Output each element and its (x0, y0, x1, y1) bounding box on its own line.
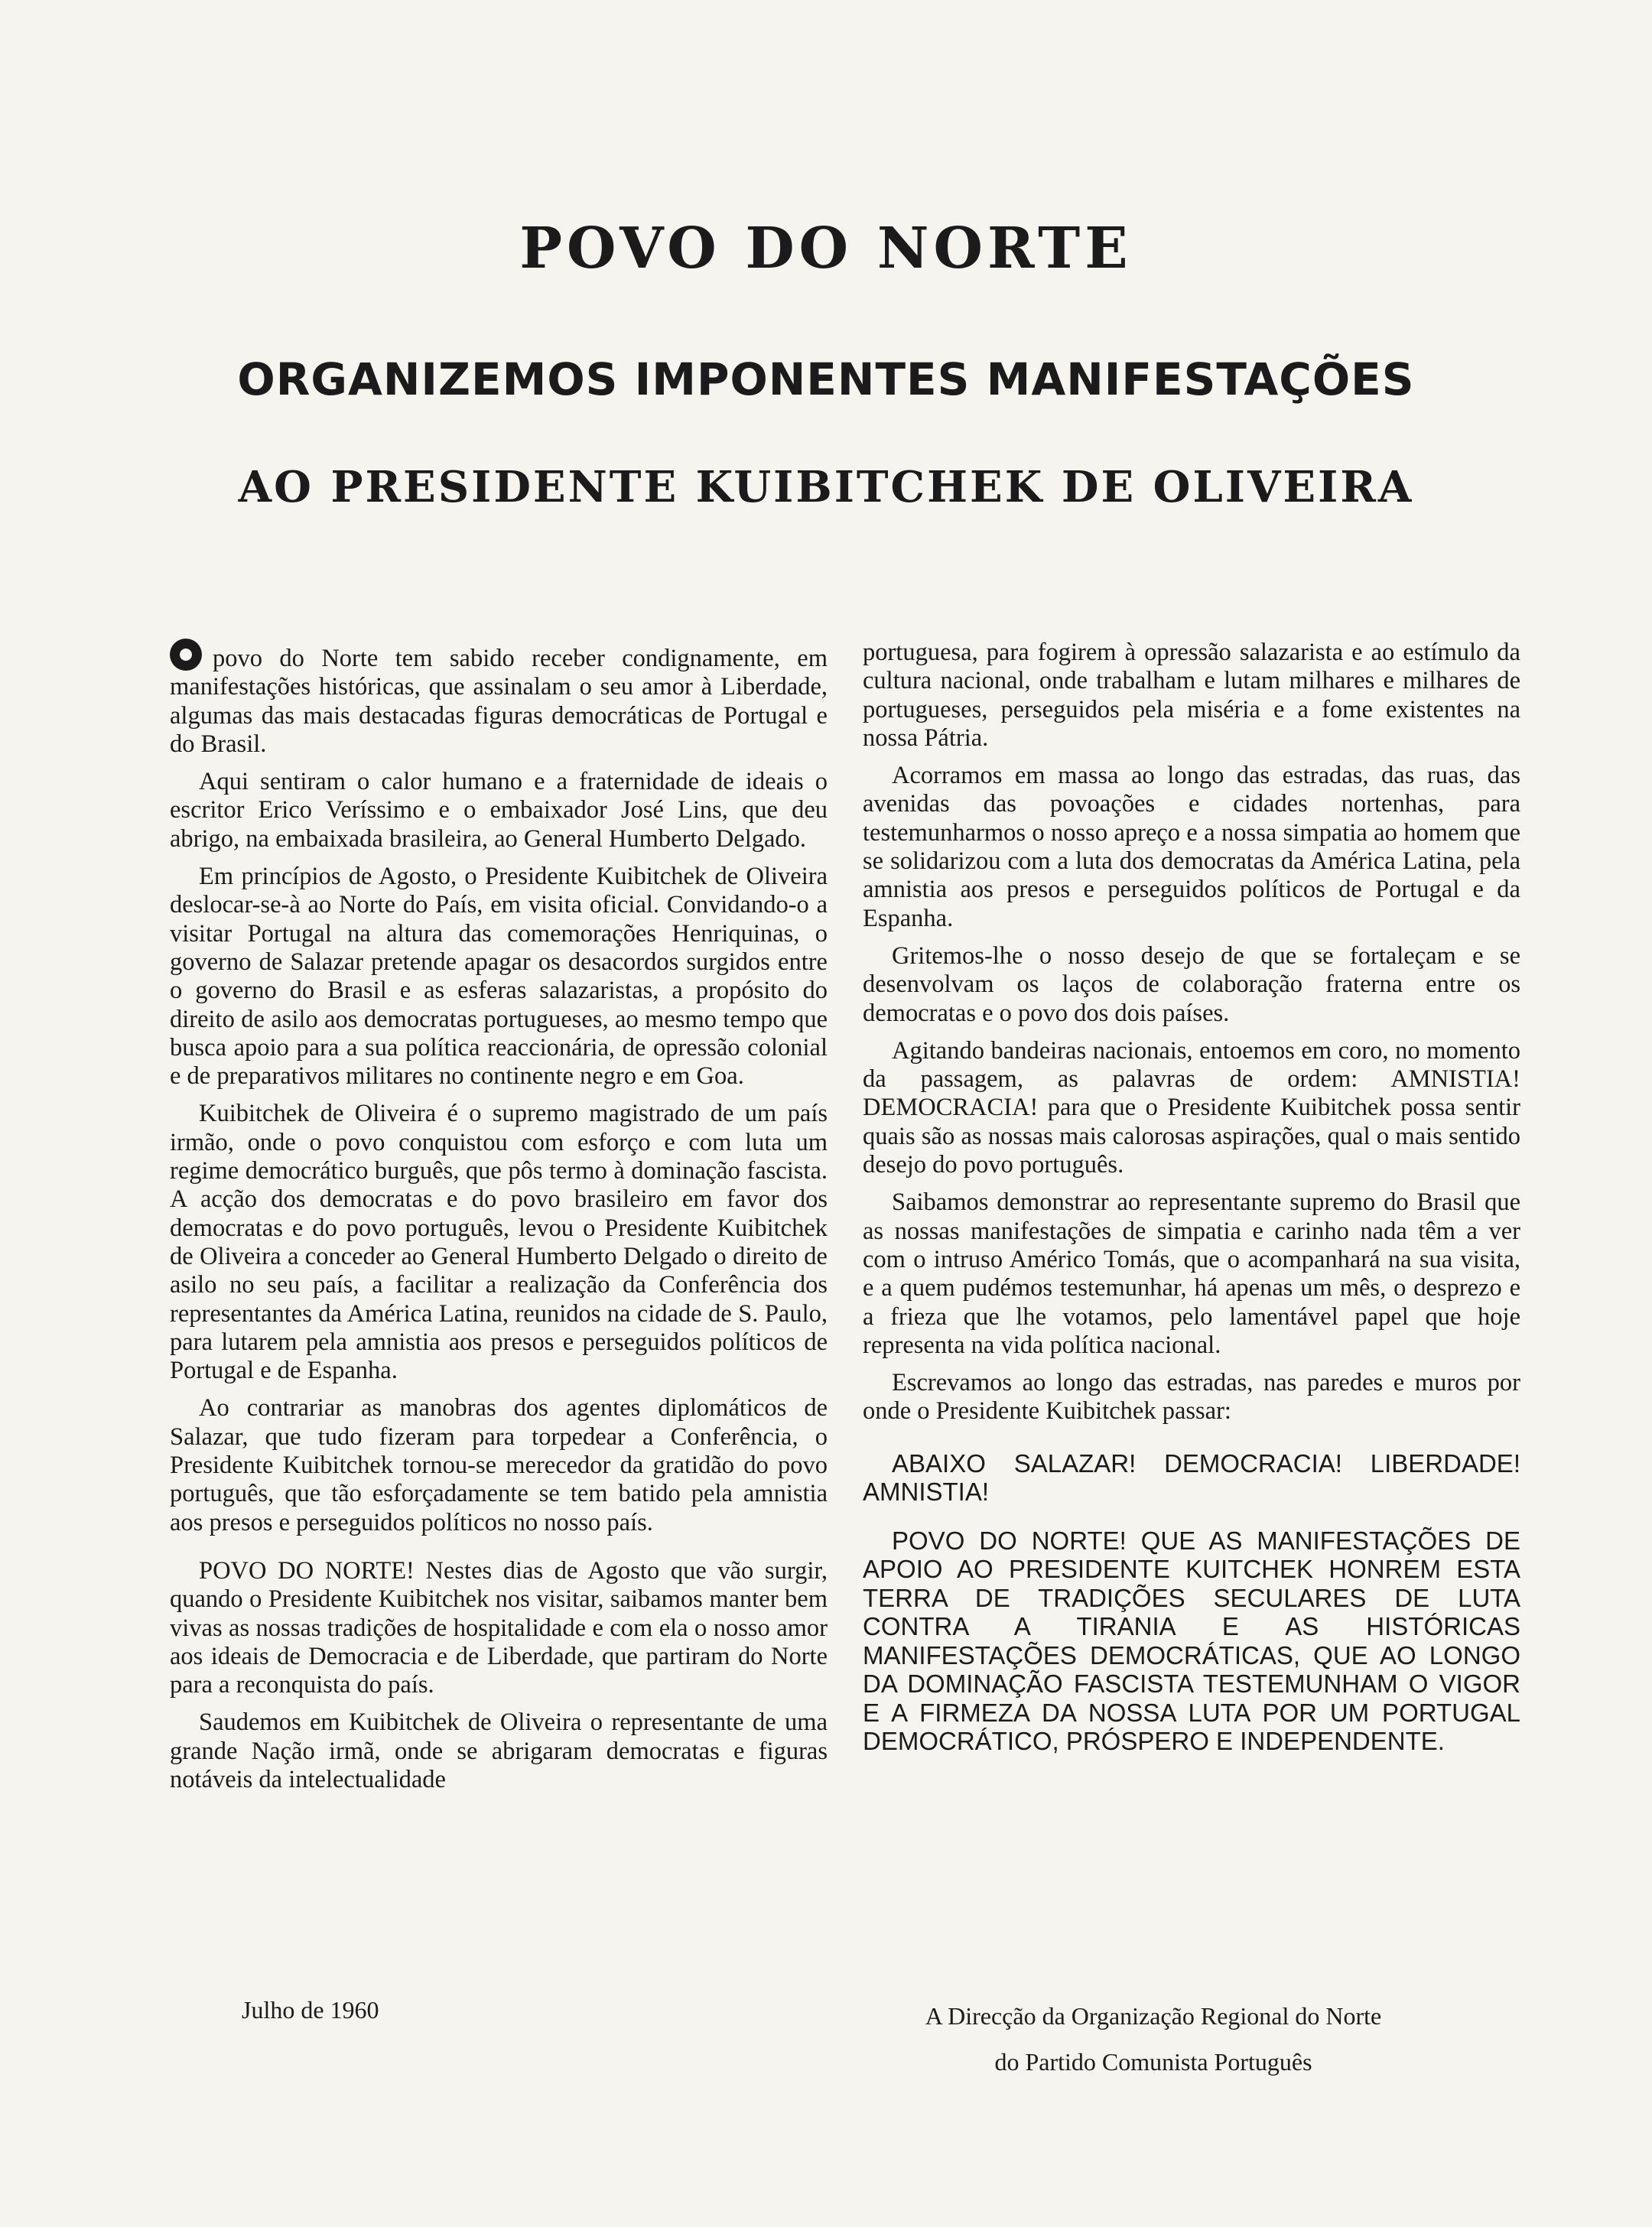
page-title: POVO DO NORTE (519, 216, 1133, 281)
signature-line: A Direcção da Organização Regional do Norte (925, 2002, 1382, 2030)
paragraph: Kuibitchek de Oliveira é o supremo magistrado de um país irmão, onde o povo conquistou com esforço e com luta um regime democrático burguês, que pôs termo à dominação fascista. A acção dos democratas e do povo brasileiro em favor dos democratas e do povo português, levou o Presidente Kuibitchek de Oliveira a conceder ao General Humberto Delgado o direito de asilo no seu país, a facilitar a realização da Conferência dos representantes da América Latina, reunidos na cidade de S. Paulo, para lutarem pela amnistia aos presos e perseguidos políticos de Portugal e de Espanha. (170, 1100, 828, 1385)
paragraph: POVO DO NORTE! Nestes dias de Agosto que vão surgir, quando o Presidente Kuibitchek nos visitar, saibamos manter bem vivas as nossas tradições de hospitalidade e com ela o nosso amor aos ideais de Democracia e de Liberdade, que partiram do Norte para a reconquista do país. (170, 1556, 828, 1699)
slogan: ABAIXO SALAZAR! DEMOCRACIA! LIBERDADE! AMNISTIA! (863, 1448, 1520, 1507)
slogan: POVO DO NORTE! QUE AS MANIFESTAÇÕES DE APOIO AO PRESIDENTE KUITCHEK HONREM ESTA TERRA DE TRADIÇÕES SECULARES DE LUTA CONTRA A TIRANIA E AS HISTÓRICAS MANIFESTAÇÕES DEMOCRÁTICAS, QUE AO LONGO DA DOMINAÇÃO FASCISTA TESTEMUNHAM O VIGOR E A FIRMEZA DA NOSSA LUTA POR UM PORTUGAL DEMOCRÁTICO, PRÓSPERO E INDEPENDENTE. (863, 1526, 1520, 1756)
signature-line: do Partido Comunista Português (994, 2048, 1312, 2076)
paragraph (170, 639, 828, 759)
paragraph: Saudemos em Kuibitchek de Oliveira o representante de uma grande Nação irmã, onde se abrigaram democratas e figuras notáveis da intelectualidade (170, 1708, 828, 1793)
paragraph: Ao contrariar as manobras dos agentes diplomáticos de Salazar, que tudo fizeram para torpedear a Conferência, o Presidente Kuibitchek tornou-se merecedor da gratidão do povo português, que tão esforçadamente se tem batido pela amnistia aos presos e perseguidos políticos no nosso país. (170, 1394, 828, 1536)
paragraph: portuguesa, para fogirem à opressão salazarista e ao estímulo da cultura nacional, onde trabalham e lutam milhares e milhares de portugueses, perseguidos pela miséria e a fome existentes na nossa Pátria. (863, 639, 1520, 752)
paragraph: Em princípios de Agosto, o Presidente Kuibitchek de Oliveira deslocar-se-à ao Norte do País, em visita oficial. Convidando-o a visitar Portugal na altura das comemorações Henriquinas, o governo de Salazar pretende apagar os desacordos surgidos entre o governo do Brasil e as esferas salazaristas, a propósito do direito de asilo aos democratas portugueses, ao mesmo tempo que busca apoio para a sua política reaccionária, de opressão colonial e de preparativos militares no continente negro e em Goa. (170, 863, 828, 1091)
left-column (170, 639, 828, 1803)
paragraph: Acorramos em massa ao longo das estradas, das ruas, das avenidas das povoações e cidades nortenhas, para testemunharmos o nosso apreço e a nossa simpatia ao homem que se solidarizou com a luta dos democratas da América Latina, pela amnistia aos presos e perseguidos políticos de Portugal e da Espanha. (863, 762, 1520, 932)
headline: ORGANIZEMOS IMPONENTES MANIFESTAÇÕES (237, 353, 1415, 405)
right-column (863, 639, 1520, 1756)
date: Julho de 1960 (242, 1996, 379, 2024)
sub-headline: AO PRESIDENTE KUIBITCHEK DE OLIVEIRA (238, 462, 1414, 512)
signature (817, 1993, 1490, 2085)
paragraph: Aqui sentiram o calor humano e a fraternidade de ideais o escritor Erico Veríssimo e o embaixador José Lins, que deu abrigo, na embaixada brasileira, ao General Humberto Delgado. (170, 768, 828, 853)
paragraph-text: povo do Norte tem sabido receber condignamente, em manifestações históricas, que assinalam o seu amor à Liberdade, algumas das mais destacadas figuras democráticas de Portugal e do Brasil. (170, 645, 828, 758)
drop-cap-o-icon (170, 639, 202, 671)
paragraph: Agitando bandeiras nacionais, entoemos em coro, no momento da passagem, as palavras de ordem: AMNISTIA! DEMOCRACIA! para que o Presidente Kuibitchek possa sentir quais são as nossas mais calorosas aspirações, qual o mais sentido desejo do povo português. (863, 1036, 1520, 1179)
paragraph: Saibamos demonstrar ao representante supremo do Brasil que as nossas manifestações de simpatia e carinho nada têm a ver com o intruso Américo Tomás, que o acompanhará na sua visita, e a quem pudémos testemunhar, há apenas um mês, o desprezo e a frieza que lhe votamos, pelo lamentável papel que hoje representa na vida política nacional. (863, 1188, 1520, 1359)
paragraph: Escrevamos ao longo das estradas, nas paredes e muros por onde o Presidente Kuibitchek passar: (863, 1369, 1520, 1426)
paragraph: Gritemos-lhe o nosso desejo de que se fortaleçam e se desenvolvam os laços de colaboração fraterna entre os democratas e o povo dos dois países. (863, 941, 1520, 1027)
